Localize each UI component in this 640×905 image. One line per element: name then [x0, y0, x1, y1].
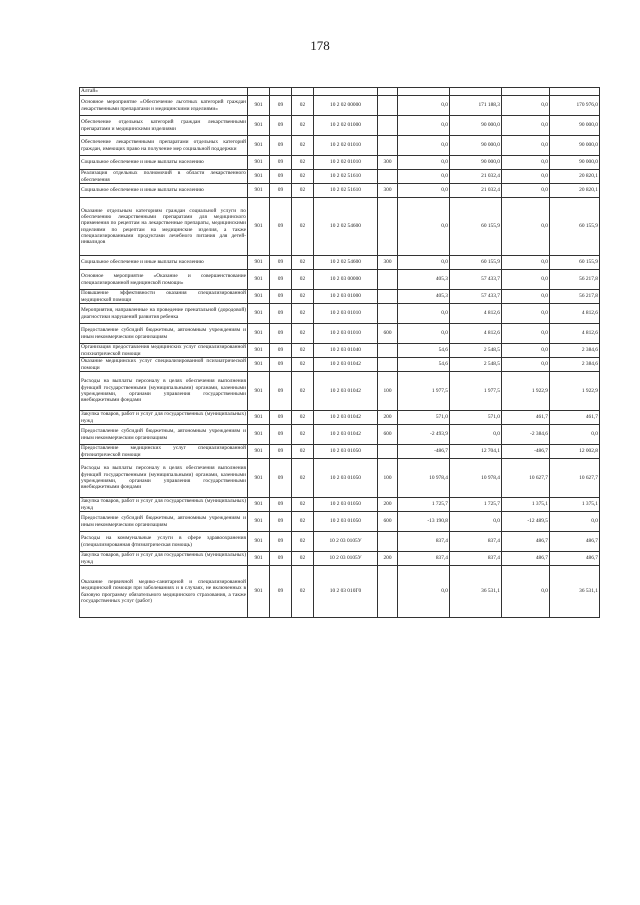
cell-vr: [378, 116, 398, 136]
cell-pr: 02: [292, 498, 314, 512]
table-row: [80, 552, 600, 566]
cell-s3: 486,7: [502, 532, 550, 552]
cell-rz: 09: [270, 358, 292, 372]
cell-name: Основное мероприятие «Обеспечение льготных категорий граждан лекарственными препаратами и медицинскими изделиями»: [80, 96, 248, 116]
cell-s3: 0,0: [502, 270, 550, 290]
cell-s3: 0,0: [502, 96, 550, 116]
cell-csr: 10 2 03 01040: [314, 344, 378, 358]
cell-s1: 405,3: [398, 270, 450, 290]
cell-pr: 02: [292, 116, 314, 136]
cell-pr: 02: [292, 344, 314, 358]
cell-csr: 10 2 03 01050: [314, 459, 378, 498]
cell-adm: 901: [248, 344, 270, 358]
cell-s3: 0,0: [502, 136, 550, 156]
cell-pr: 02: [292, 136, 314, 156]
cell-pr: 02: [292, 445, 314, 459]
cell-s2: 57 433,7: [450, 290, 502, 304]
cell-s1: 54,6: [398, 344, 450, 358]
cell-adm: 901: [248, 532, 270, 552]
cell-s1: 1 977,5: [398, 372, 450, 411]
cell-vr: 600: [378, 512, 398, 532]
cell-s2: 2 548,5: [450, 358, 502, 372]
cell-pr: 02: [292, 459, 314, 498]
cell-s4: 12 002,8: [550, 445, 600, 459]
table-row: [80, 498, 600, 512]
cell-name: Оказание первичной медико-санитарной и специализированной медицинской помощи при заболеваниях и в случаях, не включенных в базовую программу обязательного медицинского страхования, а также государственных услуг (работ): [80, 566, 248, 618]
cell-s4: 20 820,1: [550, 170, 600, 184]
cell-s1: 571,0: [398, 411, 450, 425]
cell-s2: 571,0: [450, 411, 502, 425]
cell-vr: [378, 170, 398, 184]
cell-s2: 0,0: [450, 512, 502, 532]
cell-s3: 0,0: [502, 304, 550, 324]
cell-adm: 901: [248, 566, 270, 618]
cell-s3: 0,0: [502, 184, 550, 198]
cell-rz: 09: [270, 170, 292, 184]
cell-pr: 02: [292, 256, 314, 270]
cell-s4: 60 155,9: [550, 256, 600, 270]
cell-csr: [314, 88, 378, 96]
cell-csr: 10 2 03 0105У: [314, 532, 378, 552]
cell-s1: 405,3: [398, 290, 450, 304]
cell-csr: 10 2 03 010Г0: [314, 566, 378, 618]
cell-s3: 0,0: [502, 198, 550, 256]
cell-csr: 10 2 03 01050: [314, 498, 378, 512]
cell-s4: 10 627,7: [550, 459, 600, 498]
cell-vr: 300: [378, 256, 398, 270]
cell-vr: [378, 304, 398, 324]
cell-rz: 09: [270, 411, 292, 425]
cell-csr: 10 2 02 51610: [314, 184, 378, 198]
cell-s2: 837,4: [450, 532, 502, 552]
cell-vr: 200: [378, 552, 398, 566]
cell-s3: 486,7: [502, 552, 550, 566]
cell-csr: 10 2 03 01042: [314, 425, 378, 445]
cell-name: Закупка товаров, работ и услуг для государственных (муниципальных) нужд: [81, 498, 246, 511]
cell-s1: 837,4: [398, 552, 450, 566]
cell-adm: 901: [248, 459, 270, 498]
table-row: [80, 425, 600, 445]
cell-name: Организация предоставления медицинских услуг специализированной психиатрической помощи: [81, 344, 246, 357]
cell-s2: 60 155,9: [450, 198, 502, 256]
cell-adm: 901: [248, 445, 270, 459]
cell-rz: 09: [270, 156, 292, 170]
cell-rz: 09: [270, 512, 292, 532]
cell-s4: 4 812,6: [550, 304, 600, 324]
cell-adm: 901: [248, 372, 270, 411]
cell-csr: 10 2 03 01010: [314, 324, 378, 344]
cell-s3: -2 384,6: [502, 425, 550, 445]
cell-s3: 0,0: [502, 116, 550, 136]
cell-rz: 09: [270, 459, 292, 498]
cell-csr: 10 2 02 01010: [314, 156, 378, 170]
cell-s3: 0,0: [502, 344, 550, 358]
cell-pr: 02: [292, 198, 314, 256]
cell-name: Повышение эффективности оказания специализированной медицинской помощи: [81, 290, 246, 303]
table-row: [80, 256, 600, 270]
cell-vr: [378, 198, 398, 256]
cell-s2: 21 032,4: [450, 184, 502, 198]
cell-s3: 10 627,7: [502, 459, 550, 498]
cell-adm: 901: [248, 184, 270, 198]
cell-rz: 09: [270, 445, 292, 459]
cell-name: Предоставление субсидий бюджетным, автономным учреждениям и иным некоммерческим организациям: [80, 324, 248, 344]
cell-adm: 901: [248, 116, 270, 136]
cell-name: Расходы на выплаты персоналу в целях обеспечения выполнения функций государственными (муниципальными) органами, казенными учреждениями, органами управления государственными внебюджетными фондами: [80, 372, 248, 411]
cell-rz: 09: [270, 198, 292, 256]
cell-rz: 09: [270, 304, 292, 324]
cell-s4: 56 217,8: [550, 290, 600, 304]
table-row: [80, 170, 600, 184]
cell-s1: 0,0: [398, 566, 450, 618]
cell-vr: [378, 445, 398, 459]
cell-rz: 09: [270, 290, 292, 304]
table-row: [80, 445, 600, 459]
cell-vr: [378, 88, 398, 96]
cell-s3: -12 489,5: [502, 512, 550, 532]
cell-s1: 0,0: [398, 156, 450, 170]
cell-adm: 901: [248, 498, 270, 512]
cell-s4: 4 812,6: [550, 324, 600, 344]
cell-s4: 2 384,6: [550, 344, 600, 358]
table-row: [80, 358, 600, 372]
cell-name: Закупка товаров, работ и услуг для государственных (муниципальных) нужд: [81, 552, 246, 565]
cell-vr: 300: [378, 156, 398, 170]
table-row: [80, 459, 600, 498]
cell-s2: 1 725,7: [450, 498, 502, 512]
cell-name: Предоставление медицинских услуг специализированной фтизиатрической помощи: [81, 445, 246, 458]
cell-adm: 901: [248, 256, 270, 270]
cell-name: Алтай»: [80, 88, 248, 96]
cell-pr: 02: [292, 552, 314, 566]
cell-rz: 09: [270, 425, 292, 445]
cell-s4: 170 976,0: [550, 96, 600, 116]
cell-s1: 0,0: [398, 256, 450, 270]
cell-s4: 36 531,1: [550, 566, 600, 618]
cell-adm: [248, 88, 270, 96]
cell-vr: [378, 136, 398, 156]
cell-s3: 0,0: [502, 324, 550, 344]
cell-rz: 09: [270, 136, 292, 156]
cell-s3: 1 922,9: [502, 372, 550, 411]
cell-name: Социальное обеспечение и иные выплаты населению: [80, 156, 248, 170]
cell-pr: 02: [292, 532, 314, 552]
table-body: [80, 88, 600, 618]
cell-s1: 10 978,4: [398, 459, 450, 498]
cell-name: Основное мероприятие «Оказание и совершенствование специализированной медицинской помощи»: [80, 270, 248, 290]
cell-rz: 09: [270, 372, 292, 411]
cell-name: Социальное обеспечение и иные выплаты населению: [80, 184, 248, 198]
cell-s1: 1 725,7: [398, 498, 450, 512]
cell-vr: [378, 270, 398, 290]
cell-s1: -13 190,8: [398, 512, 450, 532]
cell-s3: 0,0: [502, 156, 550, 170]
cell-s4: 2 384,6: [550, 358, 600, 372]
budget-table: [79, 87, 600, 618]
cell-adm: 901: [248, 552, 270, 566]
cell-s2: 36 531,1: [450, 566, 502, 618]
cell-vr: 100: [378, 372, 398, 411]
cell-name: Обеспечение лекарственными препаратами отдельных категорий граждан, имеющих право на получение мер социальной поддержки: [80, 136, 248, 156]
cell-s2: 10 978,4: [450, 459, 502, 498]
cell-s4: 486,7: [550, 532, 600, 552]
cell-s2: 171 188,3: [450, 96, 502, 116]
cell-csr: 10 2 03 01050: [314, 512, 378, 532]
cell-csr: 10 2 03 01050: [314, 445, 378, 459]
cell-csr: 10 2 02 01000: [314, 116, 378, 136]
cell-csr: 10 2 03 01042: [314, 411, 378, 425]
cell-s1: 0,0: [398, 304, 450, 324]
cell-csr: 10 2 03 01010: [314, 304, 378, 324]
cell-csr: 10 2 02 54600: [314, 198, 378, 256]
cell-s1: 0,0: [398, 96, 450, 116]
cell-rz: 09: [270, 184, 292, 198]
cell-pr: 02: [292, 270, 314, 290]
cell-s4: 486,7: [550, 552, 600, 566]
cell-s4: 20 820,1: [550, 184, 600, 198]
cell-adm: 901: [248, 512, 270, 532]
cell-name: Реализация отдельных полномочий в области лекарственного обеспечения: [81, 170, 246, 183]
cell-csr: 10 2 03 01042: [314, 372, 378, 411]
cell-csr: 10 2 03 01000: [314, 290, 378, 304]
cell-csr: 10 2 02 54600: [314, 256, 378, 270]
table-row: [80, 96, 600, 116]
cell-s1: 0,0: [398, 198, 450, 256]
cell-csr: 10 2 02 00000: [314, 96, 378, 116]
cell-s2: 837,4: [450, 552, 502, 566]
cell-rz: 09: [270, 116, 292, 136]
cell-adm: 901: [248, 304, 270, 324]
cell-s1: 0,0: [398, 324, 450, 344]
cell-s1: -2 493,9: [398, 425, 450, 445]
cell-pr: 02: [292, 425, 314, 445]
cell-adm: 901: [248, 270, 270, 290]
cell-pr: 02: [292, 512, 314, 532]
cell-s4: 60 155,9: [550, 198, 600, 256]
table-row: [80, 156, 600, 170]
cell-vr: [378, 566, 398, 618]
cell-s4: 90 000,0: [550, 156, 600, 170]
table-row: [80, 116, 600, 136]
table-row: [80, 184, 600, 198]
cell-name: Расходы на выплаты персоналу в целях обеспечения выполнения функций государственными (муниципальными) органами, казенными учреждениями, органами управления государственными внебюджетными фондами: [80, 459, 248, 498]
cell-s2: [450, 88, 502, 96]
cell-s4: 1 922,9: [550, 372, 600, 411]
table-row: [80, 270, 600, 290]
cell-s2: 21 032,4: [450, 170, 502, 184]
cell-s3: 0,0: [502, 290, 550, 304]
table-row: [80, 512, 600, 532]
cell-s3: -486,7: [502, 445, 550, 459]
cell-s3: [502, 88, 550, 96]
cell-csr: 10 2 02 01010: [314, 136, 378, 156]
table-row: [80, 566, 600, 618]
cell-adm: 901: [248, 156, 270, 170]
cell-s2: 90 000,0: [450, 156, 502, 170]
cell-rz: 09: [270, 324, 292, 344]
cell-adm: 901: [248, 411, 270, 425]
cell-s1: 0,0: [398, 170, 450, 184]
cell-vr: [378, 96, 398, 116]
table-row: [80, 290, 600, 304]
cell-name: Предоставление субсидий бюджетным, автономным учреждениям и иным некоммерческим организациям: [80, 512, 248, 532]
cell-s3: 0,0: [502, 566, 550, 618]
cell-s3: 1 375,1: [502, 498, 550, 512]
cell-s3: 0,0: [502, 256, 550, 270]
cell-s1: 0,0: [398, 184, 450, 198]
cell-pr: 02: [292, 358, 314, 372]
cell-s4: 0,0: [550, 512, 600, 532]
cell-s4: 461,7: [550, 411, 600, 425]
table-row: [80, 532, 600, 552]
cell-s3: 0,0: [502, 358, 550, 372]
table-row: [80, 324, 600, 344]
cell-s4: 56 217,8: [550, 270, 600, 290]
cell-s2: 90 000,0: [450, 136, 502, 156]
cell-csr: 10 2 03 01042: [314, 358, 378, 372]
cell-rz: 09: [270, 552, 292, 566]
cell-s4: [550, 88, 600, 96]
cell-s2: 60 155,9: [450, 256, 502, 270]
cell-adm: 901: [248, 290, 270, 304]
cell-rz: 09: [270, 96, 292, 116]
cell-pr: 02: [292, 411, 314, 425]
cell-adm: 901: [248, 324, 270, 344]
table-row: [80, 411, 600, 425]
table-row: [80, 344, 600, 358]
cell-csr: 10 2 03 00000: [314, 270, 378, 290]
page-number: 178: [310, 38, 330, 53]
cell-csr: 10 2 02 51610: [314, 170, 378, 184]
cell-s1: 837,4: [398, 532, 450, 552]
cell-name: Оказание отдельным категориям граждан социальной услуги по обеспечению лекарственными препаратами для медицинского применения по рецептам на лекарственные препараты, медицинскими изделиями по рецептам на медицинские изделия, а также специализированными продуктами лечебного питания для детей-инвалидов: [80, 198, 248, 256]
cell-adm: 901: [248, 170, 270, 184]
cell-name: Социальное обеспечение и иные выплаты населению: [80, 256, 248, 270]
cell-pr: [292, 88, 314, 96]
cell-name: Оказание медицинских услуг специализированной психиатрической помощи: [81, 358, 246, 371]
cell-vr: [378, 358, 398, 372]
cell-s3: 461,7: [502, 411, 550, 425]
cell-vr: 600: [378, 425, 398, 445]
cell-s1: 0,0: [398, 116, 450, 136]
cell-pr: 02: [292, 184, 314, 198]
cell-rz: 09: [270, 566, 292, 618]
cell-name: Обеспечение отдельных категорий граждан лекарственными препаратами и медицинскими изделиями: [80, 116, 248, 136]
cell-pr: 02: [292, 566, 314, 618]
cell-vr: 100: [378, 459, 398, 498]
cell-rz: 09: [270, 344, 292, 358]
cell-s3: 0,0: [502, 170, 550, 184]
cell-pr: 02: [292, 96, 314, 116]
cell-name: Предоставление субсидий бюджетным, автономным учреждениям и иным некоммерческим организациям: [80, 425, 248, 445]
cell-name: Мероприятия, направленные на проведение пренатальной (дородовой) диагностики нарушений развития ребенка: [80, 304, 248, 324]
cell-vr: 300: [378, 184, 398, 198]
cell-s4: 90 000,0: [550, 116, 600, 136]
cell-rz: 09: [270, 256, 292, 270]
cell-adm: 901: [248, 198, 270, 256]
table-row: [80, 88, 600, 96]
cell-rz: 09: [270, 270, 292, 290]
cell-pr: 02: [292, 372, 314, 411]
cell-name: Расходы на коммунальные услуги в сфере здравоохранения (специализированная фтизиатрическая помощь): [80, 532, 248, 552]
cell-s2: 4 812,6: [450, 324, 502, 344]
cell-vr: 600: [378, 324, 398, 344]
cell-s2: 0,0: [450, 425, 502, 445]
cell-csr: 10 2 03 0105У: [314, 552, 378, 566]
cell-s4: 1 375,1: [550, 498, 600, 512]
cell-s1: 0,0: [398, 136, 450, 156]
cell-s2: 4 812,6: [450, 304, 502, 324]
cell-s1: 54,6: [398, 358, 450, 372]
cell-s1: -486,7: [398, 445, 450, 459]
table-row: [80, 304, 600, 324]
cell-pr: 02: [292, 290, 314, 304]
cell-s4: 90 000,0: [550, 136, 600, 156]
cell-s2: 57 433,7: [450, 270, 502, 290]
cell-s4: 0,0: [550, 425, 600, 445]
cell-adm: 901: [248, 96, 270, 116]
cell-vr: [378, 532, 398, 552]
cell-adm: 901: [248, 358, 270, 372]
table-row: [80, 198, 600, 256]
table-row: [80, 372, 600, 411]
cell-pr: 02: [292, 324, 314, 344]
cell-s2: 90 000,0: [450, 116, 502, 136]
cell-s2: 1 977,5: [450, 372, 502, 411]
cell-adm: 901: [248, 136, 270, 156]
cell-pr: 02: [292, 156, 314, 170]
table-row: [80, 136, 600, 156]
cell-adm: 901: [248, 425, 270, 445]
cell-s2: 12 704,1: [450, 445, 502, 459]
cell-name: Закупка товаров, работ и услуг для государственных (муниципальных) нужд: [81, 411, 246, 424]
cell-s2: 2 548,5: [450, 344, 502, 358]
cell-pr: 02: [292, 304, 314, 324]
cell-vr: [378, 344, 398, 358]
cell-vr: 200: [378, 498, 398, 512]
cell-s1: [398, 88, 450, 96]
cell-rz: [270, 88, 292, 96]
cell-vr: 200: [378, 411, 398, 425]
cell-vr: [378, 290, 398, 304]
cell-rz: 09: [270, 498, 292, 512]
cell-rz: 09: [270, 532, 292, 552]
cell-pr: 02: [292, 170, 314, 184]
